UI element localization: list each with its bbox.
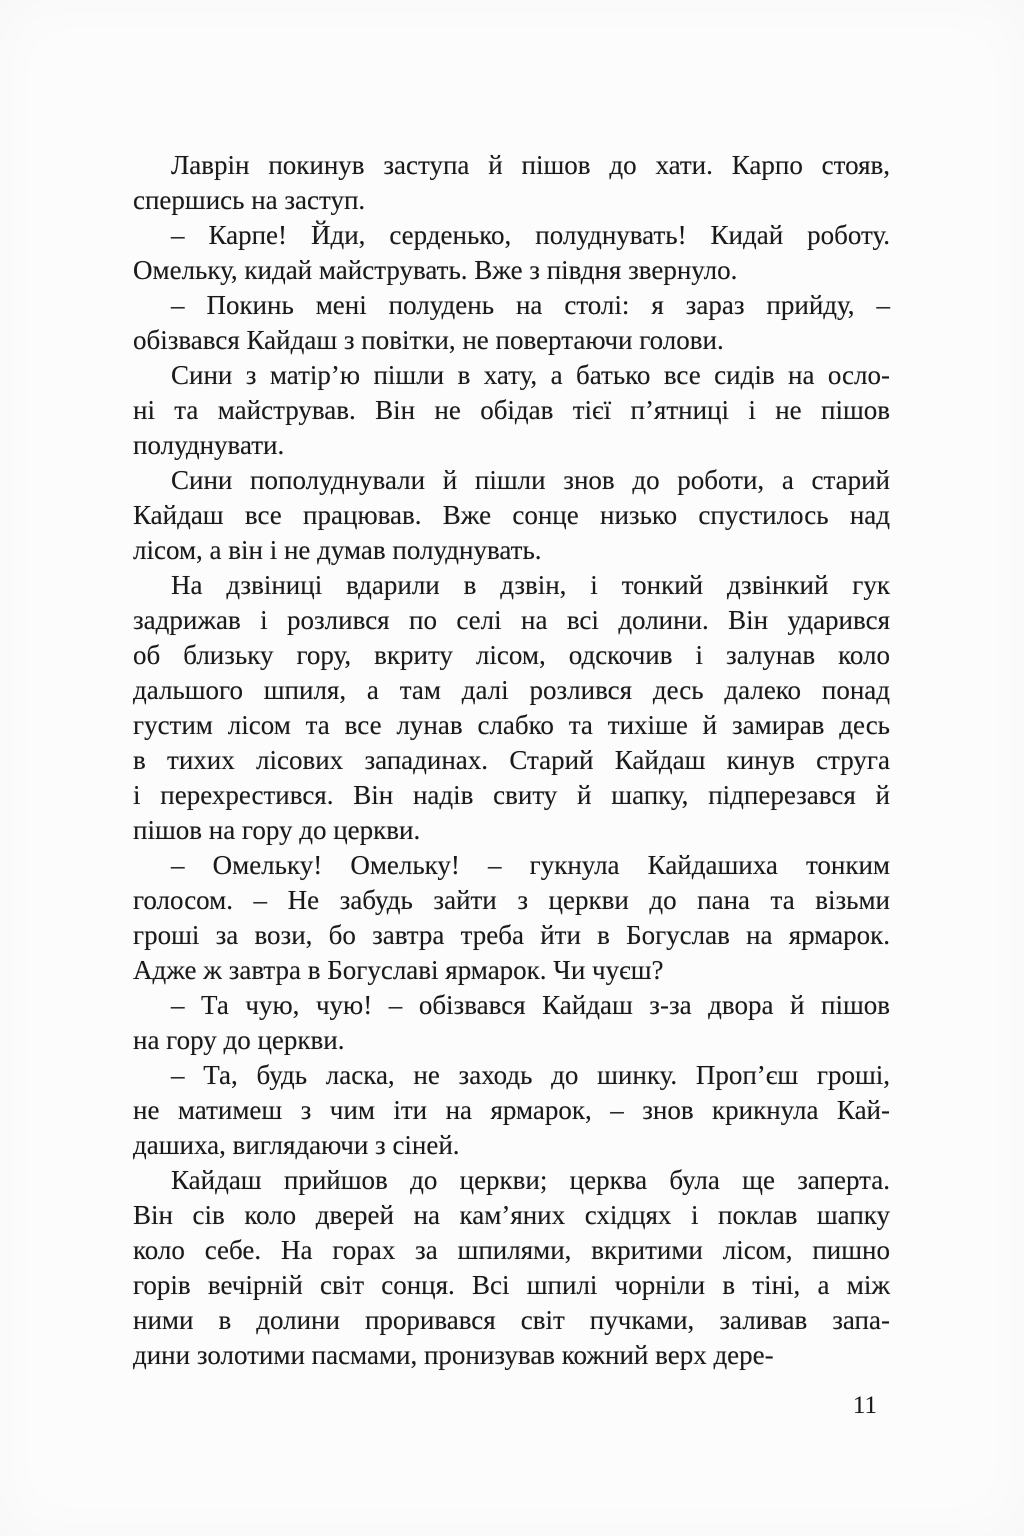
paragraph (133, 463, 890, 568)
paragraph (133, 358, 890, 463)
text-line: Сини пополуднували й пішли знов до роботи, а старий (171, 465, 890, 495)
text-line: Адже ж завтра в Богуславі ярмарок. Чи чуєш? (133, 955, 664, 985)
text-line: густим лісом та все лунав слабко та тихіше й замирав десь (133, 710, 890, 740)
text-line: дальшого шпиля, а там далі розлився десь далеко понад (133, 675, 890, 705)
text-line: – Та чую, чую! – обізвався Кайдаш з-за двора й пішов (171, 990, 890, 1020)
text-line: і перехрестився. Він надів свиту й шапку, підперезався й (133, 780, 890, 810)
text-line: лісом, а він і не думав полуднувать. (133, 535, 542, 565)
text-line: Омельку, кидай майструвать. Вже з півдня звернуло. (133, 255, 738, 285)
text-line: полуднувати. (133, 430, 285, 460)
text-line: голосом. – Не забудь зайти з церкви до пана та візьми (133, 885, 890, 915)
text-line: об близьку гору, вкриту лісом, одскочив і залунав коло (133, 640, 890, 670)
paragraph (133, 148, 890, 218)
text-line: ними в долини проривався світ пучками, заливав запа- (133, 1305, 890, 1335)
paragraph (133, 218, 890, 288)
text-line: пішов на гору до церкви. (133, 815, 421, 845)
text-line: задрижав і розлився по селі на всі долини. Він ударився (133, 605, 890, 635)
paragraph (133, 288, 890, 358)
text-line: в тихих лісових западинах. Старий Кайдаш кинув струга (133, 745, 890, 775)
paragraph (133, 1163, 890, 1373)
text-line: – Покинь мені полудень на столі: я зараз прийду, – (171, 290, 890, 320)
text-line: Сини з матір’ю пішли в хату, а батько все сидів на осло- (171, 360, 890, 390)
text-line: спершись на заступ. (133, 185, 366, 215)
paragraph (133, 988, 890, 1058)
paragraph (133, 1058, 890, 1163)
text-line: дини золотими пасмами, пронизував кожний верх дере- (133, 1340, 774, 1370)
paragraph (133, 568, 890, 848)
text-line: Він сів коло дверей на кам’яних східцях і поклав шапку (133, 1200, 890, 1230)
page-text-block (133, 148, 890, 1373)
paragraph (133, 848, 890, 988)
text-line: горів вечірній світ сонця. Всі шпилі чорніли в тіні, а між (133, 1270, 890, 1300)
text-line: – Омельку! Омельку! – гукнула Кайдашиха тонким (171, 850, 890, 880)
text-line: Кайдаш прийшов до церкви; церква була ще заперта. (171, 1165, 890, 1195)
text-line: Кайдаш все працював. Вже сонце низько спустилось над (133, 500, 890, 530)
text-line: не матимеш з чим іти на ярмарок, – знов крикнула Кай- (133, 1095, 890, 1125)
text-line: на гору до церкви. (133, 1025, 345, 1055)
text-line: обізвався Кайдаш з повітки, не повертаючи голови. (133, 325, 724, 355)
text-line: – Та, будь ласка, не заходь до шинку. Проп’єш гроші, (171, 1060, 890, 1090)
text-line: – Карпе! Йди, серденько, полуднувать! Кидай роботу. (171, 220, 890, 250)
text-line: На дзвіниці вдарили в дзвін, і тонкий дзвінкий гук (171, 570, 890, 600)
page-number: 11 (852, 1392, 877, 1419)
text-line: Лаврін покинув заступа й пішов до хати. Карпо стояв, (171, 150, 890, 180)
text-line: ні та майстрував. Він не обідав тієї п’ятниці і не пішов (133, 395, 890, 425)
text-line: дашиха, виглядаючи з сіней. (133, 1130, 460, 1160)
text-line: гроші за вози, бо завтра треба йти в Богуслав на ярмарок. (133, 920, 890, 950)
text-line: коло себе. На горах за шпилями, вкритими лісом, пишно (133, 1235, 890, 1265)
